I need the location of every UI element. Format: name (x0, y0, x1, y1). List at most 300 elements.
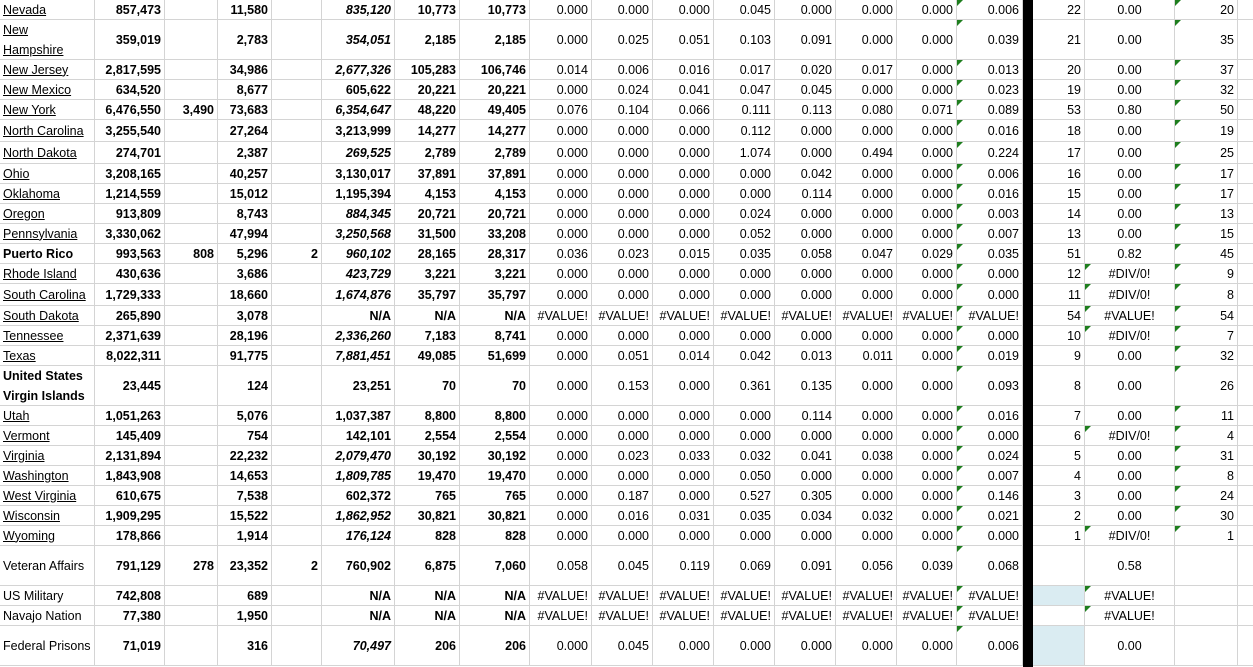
cell-c1[interactable] (95, 80, 165, 99)
cell-r6[interactable] (836, 466, 897, 485)
cell-c7[interactable] (460, 446, 530, 465)
cell-r3[interactable] (653, 284, 714, 305)
cell-r3[interactable] (653, 406, 714, 425)
cell-r4[interactable] (714, 264, 775, 283)
cell-r7[interactable] (897, 406, 957, 425)
cell-c4[interactable] (272, 164, 322, 183)
cell-c5[interactable] (322, 164, 395, 183)
cell-r6[interactable] (836, 606, 897, 625)
cell-r4[interactable] (714, 20, 775, 59)
cell-r4[interactable] (714, 120, 775, 141)
cell-c6[interactable] (395, 142, 460, 163)
cell-count[interactable] (1175, 586, 1238, 605)
cell-c5[interactable] (322, 346, 395, 365)
row-header-cell[interactable] (0, 60, 95, 79)
cell-c3[interactable] (218, 244, 272, 263)
cell-r7[interactable] (897, 80, 957, 99)
cell-r4[interactable] (714, 346, 775, 365)
cell-r8[interactable] (957, 326, 1023, 345)
cell-c2[interactable] (165, 406, 218, 425)
cell-r8[interactable] (957, 164, 1023, 183)
cell-r4[interactable] (714, 184, 775, 203)
cell-c3[interactable] (218, 120, 272, 141)
cell-c6[interactable] (395, 606, 460, 625)
cell-c5[interactable] (322, 120, 395, 141)
cell-r4[interactable] (714, 546, 775, 585)
cell-count[interactable] (1175, 446, 1238, 465)
cell-r1[interactable] (530, 366, 592, 405)
cell-c7[interactable] (460, 204, 530, 223)
cell-r2[interactable] (592, 426, 653, 445)
row-label-link[interactable]: Tennessee (3, 328, 64, 343)
cell-r5[interactable] (775, 306, 836, 325)
cell-c4[interactable] (272, 120, 322, 141)
row-header-cell[interactable] (0, 466, 95, 485)
cell-r3[interactable] (653, 346, 714, 365)
cell-c2[interactable] (165, 486, 218, 505)
cell-c7[interactable] (460, 80, 530, 99)
cell-r6[interactable] (836, 0, 897, 19)
cell-r5[interactable] (775, 80, 836, 99)
cell-c4[interactable] (272, 626, 322, 665)
cell-c4[interactable] (272, 204, 322, 223)
cell-r3[interactable] (653, 60, 714, 79)
cell-count[interactable] (1175, 184, 1238, 203)
cell-count[interactable] (1175, 506, 1238, 525)
cell-ratio[interactable] (1085, 426, 1175, 445)
cell-count[interactable] (1175, 164, 1238, 183)
cell-r8[interactable] (957, 20, 1023, 59)
cell-rank[interactable] (1033, 346, 1085, 365)
cell-r2[interactable] (592, 526, 653, 545)
cell-r4[interactable] (714, 406, 775, 425)
cell-c1[interactable] (95, 204, 165, 223)
cell-r1[interactable] (530, 586, 592, 605)
cell-c3[interactable] (218, 626, 272, 665)
cell-count[interactable] (1175, 606, 1238, 625)
cell-c6[interactable] (395, 426, 460, 445)
cell-r6[interactable] (836, 306, 897, 325)
cell-c5[interactable] (322, 80, 395, 99)
cell-r5[interactable] (775, 60, 836, 79)
cell-r7[interactable] (897, 164, 957, 183)
cell-r5[interactable] (775, 184, 836, 203)
cell-c6[interactable] (395, 224, 460, 243)
cell-c5[interactable] (322, 526, 395, 545)
row-label-link[interactable]: Nevada (3, 2, 47, 17)
cell-c7[interactable] (460, 586, 530, 605)
row-label-link[interactable]: North Carolina (3, 123, 84, 138)
cell-count[interactable] (1175, 406, 1238, 425)
cell-c6[interactable] (395, 184, 460, 203)
cell-r1[interactable] (530, 184, 592, 203)
row-header-cell[interactable] (0, 80, 95, 99)
cell-rank[interactable] (1033, 406, 1085, 425)
cell-r2[interactable] (592, 366, 653, 405)
cell-r4[interactable] (714, 164, 775, 183)
cell-r2[interactable] (592, 100, 653, 119)
cell-c6[interactable] (395, 546, 460, 585)
cell-r7[interactable] (897, 264, 957, 283)
cell-r2[interactable] (592, 586, 653, 605)
cell-c4[interactable] (272, 80, 322, 99)
cell-r2[interactable] (592, 446, 653, 465)
cell-c1[interactable] (95, 466, 165, 485)
cell-r1[interactable] (530, 526, 592, 545)
cell-r8[interactable] (957, 306, 1023, 325)
cell-r7[interactable] (897, 326, 957, 345)
cell-ratio[interactable] (1085, 626, 1175, 665)
cell-r8[interactable] (957, 244, 1023, 263)
cell-r3[interactable] (653, 426, 714, 445)
cell-r5[interactable] (775, 264, 836, 283)
cell-r8[interactable] (957, 406, 1023, 425)
cell-rank[interactable] (1033, 80, 1085, 99)
row-header-cell[interactable] (0, 586, 95, 605)
cell-rank[interactable] (1033, 466, 1085, 485)
row-header-cell[interactable] (0, 142, 95, 163)
cell-r3[interactable] (653, 546, 714, 585)
cell-ratio[interactable] (1085, 164, 1175, 183)
cell-r1[interactable] (530, 120, 592, 141)
cell-count[interactable] (1175, 546, 1238, 585)
cell-c6[interactable] (395, 120, 460, 141)
cell-c7[interactable] (460, 264, 530, 283)
row-label-link[interactable]: Wisconsin (3, 508, 60, 523)
row-label-link[interactable]: Texas (3, 348, 36, 363)
cell-rank[interactable] (1033, 204, 1085, 223)
cell-c1[interactable] (95, 120, 165, 141)
cell-c3[interactable] (218, 142, 272, 163)
cell-r7[interactable] (897, 486, 957, 505)
row-header-cell[interactable] (0, 546, 95, 585)
cell-r8[interactable] (957, 346, 1023, 365)
cell-c1[interactable] (95, 100, 165, 119)
cell-c3[interactable] (218, 204, 272, 223)
cell-c2[interactable] (165, 426, 218, 445)
cell-r3[interactable] (653, 586, 714, 605)
cell-c7[interactable] (460, 224, 530, 243)
cell-c3[interactable] (218, 80, 272, 99)
cell-r7[interactable] (897, 100, 957, 119)
cell-count[interactable] (1175, 366, 1238, 405)
cell-r6[interactable] (836, 326, 897, 345)
cell-r5[interactable] (775, 586, 836, 605)
cell-rank[interactable] (1033, 120, 1085, 141)
cell-r7[interactable] (897, 204, 957, 223)
cell-r1[interactable] (530, 626, 592, 665)
row-label-link[interactable]: Wyoming (3, 528, 55, 543)
cell-c6[interactable] (395, 506, 460, 525)
cell-rank[interactable] (1033, 486, 1085, 505)
cell-count[interactable] (1175, 426, 1238, 445)
cell-c6[interactable] (395, 626, 460, 665)
cell-r6[interactable] (836, 284, 897, 305)
cell-c7[interactable] (460, 244, 530, 263)
cell-r3[interactable] (653, 184, 714, 203)
cell-r4[interactable] (714, 224, 775, 243)
cell-c6[interactable] (395, 586, 460, 605)
cell-r5[interactable] (775, 100, 836, 119)
cell-c7[interactable] (460, 546, 530, 585)
cell-count[interactable] (1175, 346, 1238, 365)
cell-r5[interactable] (775, 224, 836, 243)
cell-r2[interactable] (592, 20, 653, 59)
cell-c2[interactable] (165, 244, 218, 263)
cell-r3[interactable] (653, 326, 714, 345)
cell-c2[interactable] (165, 506, 218, 525)
cell-r5[interactable] (775, 326, 836, 345)
cell-c6[interactable] (395, 80, 460, 99)
cell-c3[interactable] (218, 486, 272, 505)
cell-r3[interactable] (653, 20, 714, 59)
row-label-link[interactable]: Vermont (3, 428, 50, 443)
cell-r1[interactable] (530, 142, 592, 163)
cell-ratio[interactable] (1085, 264, 1175, 283)
cell-r2[interactable] (592, 406, 653, 425)
cell-c3[interactable] (218, 546, 272, 585)
cell-c6[interactable] (395, 346, 460, 365)
cell-ratio[interactable] (1085, 204, 1175, 223)
cell-c5[interactable] (322, 20, 395, 59)
cell-r7[interactable] (897, 0, 957, 19)
cell-rank[interactable] (1033, 264, 1085, 283)
cell-c6[interactable] (395, 20, 460, 59)
cell-r1[interactable] (530, 466, 592, 485)
cell-rank[interactable] (1033, 326, 1085, 345)
cell-ratio[interactable] (1085, 346, 1175, 365)
cell-r7[interactable] (897, 306, 957, 325)
cell-r1[interactable] (530, 0, 592, 19)
row-header-cell[interactable] (0, 0, 95, 19)
cell-c1[interactable] (95, 586, 165, 605)
row-header-cell[interactable] (0, 224, 95, 243)
cell-r4[interactable] (714, 80, 775, 99)
cell-ratio[interactable] (1085, 284, 1175, 305)
cell-rank[interactable] (1033, 626, 1085, 665)
cell-r8[interactable] (957, 284, 1023, 305)
row-label-link[interactable]: Oklahoma (3, 186, 60, 201)
cell-c2[interactable] (165, 586, 218, 605)
cell-ratio[interactable] (1085, 244, 1175, 263)
cell-r1[interactable] (530, 164, 592, 183)
cell-c2[interactable] (165, 60, 218, 79)
cell-c2[interactable] (165, 306, 218, 325)
cell-c4[interactable] (272, 366, 322, 405)
cell-r3[interactable] (653, 466, 714, 485)
cell-c2[interactable] (165, 264, 218, 283)
cell-c5[interactable] (322, 546, 395, 585)
cell-r7[interactable] (897, 284, 957, 305)
cell-c3[interactable] (218, 20, 272, 59)
cell-c5[interactable] (322, 486, 395, 505)
cell-c3[interactable] (218, 306, 272, 325)
cell-ratio[interactable] (1085, 142, 1175, 163)
cell-c4[interactable] (272, 466, 322, 485)
row-label-link[interactable]: New Hampshire (3, 22, 64, 57)
cell-r8[interactable] (957, 120, 1023, 141)
cell-r5[interactable] (775, 244, 836, 263)
cell-r1[interactable] (530, 284, 592, 305)
row-header-cell[interactable] (0, 486, 95, 505)
cell-c4[interactable] (272, 606, 322, 625)
cell-count[interactable] (1175, 526, 1238, 545)
cell-c7[interactable] (460, 606, 530, 625)
cell-c7[interactable] (460, 486, 530, 505)
cell-c5[interactable] (322, 366, 395, 405)
cell-r2[interactable] (592, 184, 653, 203)
cell-c6[interactable] (395, 526, 460, 545)
cell-r5[interactable] (775, 446, 836, 465)
cell-r1[interactable] (530, 20, 592, 59)
cell-r3[interactable] (653, 0, 714, 19)
cell-c4[interactable] (272, 586, 322, 605)
cell-c1[interactable] (95, 606, 165, 625)
cell-c7[interactable] (460, 626, 530, 665)
cell-c4[interactable] (272, 100, 322, 119)
cell-r3[interactable] (653, 606, 714, 625)
cell-rank[interactable] (1033, 546, 1085, 585)
cell-r6[interactable] (836, 486, 897, 505)
row-header-cell[interactable] (0, 406, 95, 425)
cell-c2[interactable] (165, 80, 218, 99)
cell-c6[interactable] (395, 204, 460, 223)
cell-c2[interactable] (165, 366, 218, 405)
row-header-cell[interactable] (0, 164, 95, 183)
cell-c3[interactable] (218, 326, 272, 345)
row-header-cell[interactable] (0, 366, 95, 405)
cell-c5[interactable] (322, 506, 395, 525)
cell-count[interactable] (1175, 60, 1238, 79)
cell-r6[interactable] (836, 366, 897, 405)
row-header-cell[interactable] (0, 306, 95, 325)
cell-r5[interactable] (775, 466, 836, 485)
cell-r7[interactable] (897, 446, 957, 465)
cell-r6[interactable] (836, 204, 897, 223)
cell-c4[interactable] (272, 142, 322, 163)
cell-ratio[interactable] (1085, 466, 1175, 485)
row-header-cell[interactable] (0, 346, 95, 365)
cell-ratio[interactable] (1085, 486, 1175, 505)
cell-c4[interactable] (272, 346, 322, 365)
cell-r4[interactable] (714, 100, 775, 119)
cell-r3[interactable] (653, 366, 714, 405)
row-label-link[interactable]: Rhode Island (3, 266, 77, 281)
cell-c5[interactable] (322, 264, 395, 283)
cell-r1[interactable] (530, 60, 592, 79)
cell-r3[interactable] (653, 142, 714, 163)
cell-c6[interactable] (395, 326, 460, 345)
cell-c3[interactable] (218, 100, 272, 119)
cell-rank[interactable] (1033, 446, 1085, 465)
cell-r3[interactable] (653, 264, 714, 283)
cell-r7[interactable] (897, 506, 957, 525)
cell-c3[interactable] (218, 184, 272, 203)
cell-r3[interactable] (653, 244, 714, 263)
cell-c3[interactable] (218, 284, 272, 305)
cell-r3[interactable] (653, 626, 714, 665)
cell-c4[interactable] (272, 406, 322, 425)
cell-c1[interactable] (95, 526, 165, 545)
cell-r2[interactable] (592, 224, 653, 243)
cell-r6[interactable] (836, 60, 897, 79)
cell-count[interactable] (1175, 284, 1238, 305)
cell-r3[interactable] (653, 80, 714, 99)
cell-r7[interactable] (897, 142, 957, 163)
cell-c2[interactable] (165, 120, 218, 141)
cell-c3[interactable] (218, 446, 272, 465)
cell-c6[interactable] (395, 406, 460, 425)
cell-r2[interactable] (592, 264, 653, 283)
cell-c1[interactable] (95, 244, 165, 263)
cell-c1[interactable] (95, 224, 165, 243)
cell-r8[interactable] (957, 606, 1023, 625)
cell-c7[interactable] (460, 184, 530, 203)
cell-c3[interactable] (218, 60, 272, 79)
cell-c7[interactable] (460, 466, 530, 485)
row-header-cell[interactable] (0, 284, 95, 305)
cell-r1[interactable] (530, 506, 592, 525)
cell-r7[interactable] (897, 546, 957, 585)
cell-r4[interactable] (714, 426, 775, 445)
cell-c4[interactable] (272, 244, 322, 263)
cell-r4[interactable] (714, 244, 775, 263)
cell-r6[interactable] (836, 346, 897, 365)
cell-c3[interactable] (218, 586, 272, 605)
cell-r2[interactable] (592, 164, 653, 183)
row-header-cell[interactable] (0, 20, 95, 59)
cell-r1[interactable] (530, 306, 592, 325)
cell-r2[interactable] (592, 80, 653, 99)
cell-r6[interactable] (836, 100, 897, 119)
cell-count[interactable] (1175, 204, 1238, 223)
cell-r2[interactable] (592, 606, 653, 625)
cell-c4[interactable] (272, 60, 322, 79)
cell-ratio[interactable] (1085, 184, 1175, 203)
row-header-cell[interactable] (0, 120, 95, 141)
cell-count[interactable] (1175, 0, 1238, 19)
cell-r5[interactable] (775, 366, 836, 405)
cell-c5[interactable] (322, 326, 395, 345)
row-label-link[interactable]: New York (3, 102, 56, 117)
cell-r3[interactable] (653, 204, 714, 223)
cell-r7[interactable] (897, 20, 957, 59)
cell-c3[interactable] (218, 224, 272, 243)
row-header-cell[interactable] (0, 326, 95, 345)
cell-r3[interactable] (653, 486, 714, 505)
cell-ratio[interactable] (1085, 20, 1175, 59)
cell-c4[interactable] (272, 546, 322, 585)
cell-r6[interactable] (836, 506, 897, 525)
cell-c2[interactable] (165, 626, 218, 665)
cell-rank[interactable] (1033, 184, 1085, 203)
cell-c7[interactable] (460, 366, 530, 405)
cell-c3[interactable] (218, 526, 272, 545)
cell-c1[interactable] (95, 142, 165, 163)
cell-r1[interactable] (530, 204, 592, 223)
cell-r2[interactable] (592, 466, 653, 485)
row-header-cell[interactable] (0, 264, 95, 283)
cell-r6[interactable] (836, 586, 897, 605)
cell-r6[interactable] (836, 164, 897, 183)
cell-c1[interactable] (95, 264, 165, 283)
cell-c1[interactable] (95, 326, 165, 345)
cell-count[interactable] (1175, 326, 1238, 345)
cell-c1[interactable] (95, 164, 165, 183)
cell-ratio[interactable] (1085, 606, 1175, 625)
cell-r4[interactable] (714, 326, 775, 345)
cell-c7[interactable] (460, 0, 530, 19)
